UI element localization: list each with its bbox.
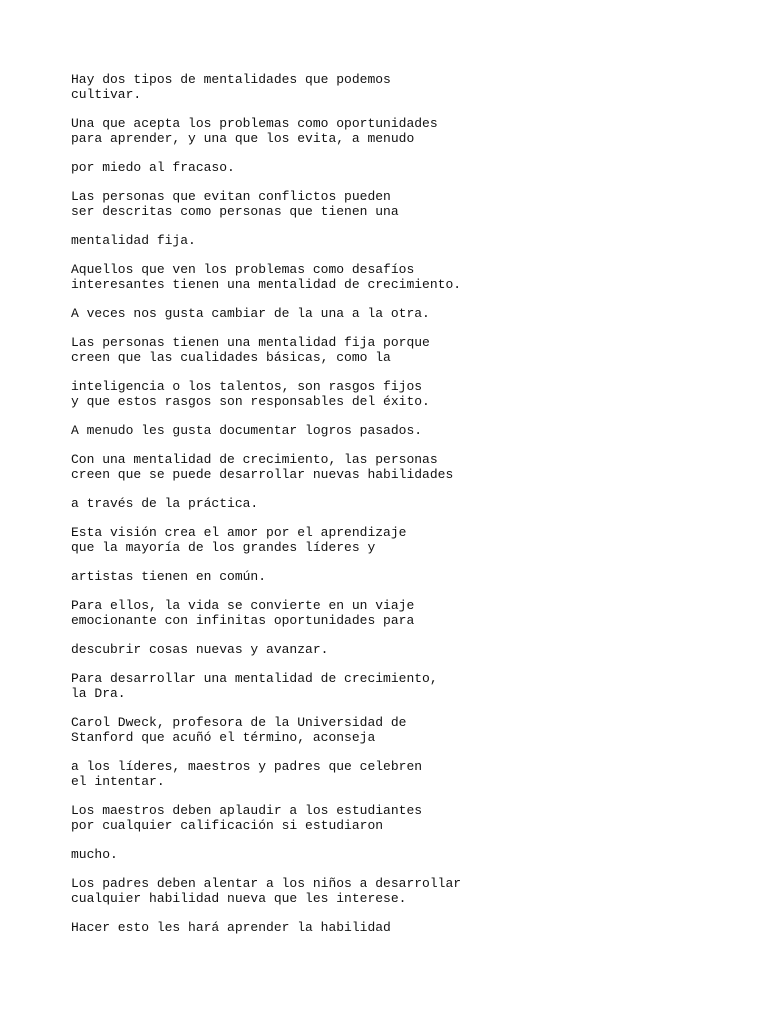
document-page: [71, 72, 731, 949]
paragraph: Carol Dweck, profesora de la Universidad de Stanford que acuñó el término, aconseja: [71, 715, 407, 745]
paragraph: mentalidad fija.: [71, 233, 196, 248]
paragraph: Las personas que evitan conflictos pueden ser descritas como personas que tienen una: [71, 189, 399, 219]
paragraph: Hacer esto les hará aprender la habilidad: [71, 920, 391, 935]
paragraph: Aquellos que ven los problemas como desafíos interesantes tienen una mentalidad de crecimiento.: [71, 262, 462, 292]
paragraph: descubrir cosas nuevas y avanzar.: [71, 642, 329, 657]
paragraph: artistas tienen en común.: [71, 569, 267, 584]
paragraph: Hay dos tipos de mentalidades que podemos cultivar.: [71, 72, 391, 102]
paragraph: Para desarrollar una mentalidad de crecimiento, la Dra.: [71, 671, 438, 701]
paragraph: A veces nos gusta cambiar de la una a la otra.: [71, 306, 430, 321]
paragraph: a través de la práctica.: [71, 496, 259, 511]
paragraph: Una que acepta los problemas como oportunidades para aprender, y una que los evita, a menudo: [71, 116, 438, 146]
paragraph: inteligencia o los talentos, son rasgos fijos y que estos rasgos son responsables del éxito.: [71, 379, 430, 409]
paragraph: a los líderes, maestros y padres que celebren el intentar.: [71, 759, 423, 789]
paragraph: por miedo al fracaso.: [71, 160, 235, 175]
paragraph: Los maestros deben aplaudir a los estudiantes por cualquier calificación si estudiaron: [71, 803, 423, 833]
paragraph: Para ellos, la vida se convierte en un viaje emocionante con infinitas oportunidades para: [71, 598, 415, 628]
paragraph: Esta visión crea el amor por el aprendizaje que la mayoría de los grandes líderes y: [71, 525, 407, 555]
paragraph: A menudo les gusta documentar logros pasados.: [71, 423, 423, 438]
paragraph: Las personas tienen una mentalidad fija porque creen que las cualidades básicas, como la: [71, 335, 430, 365]
paragraph: Con una mentalidad de crecimiento, las personas creen que se puede desarrollar nuevas habilidades: [71, 452, 454, 482]
paragraph: Los padres deben alentar a los niños a desarrollar cualquier habilidad nueva que les interese.: [71, 876, 462, 906]
paragraph: mucho.: [71, 847, 118, 862]
